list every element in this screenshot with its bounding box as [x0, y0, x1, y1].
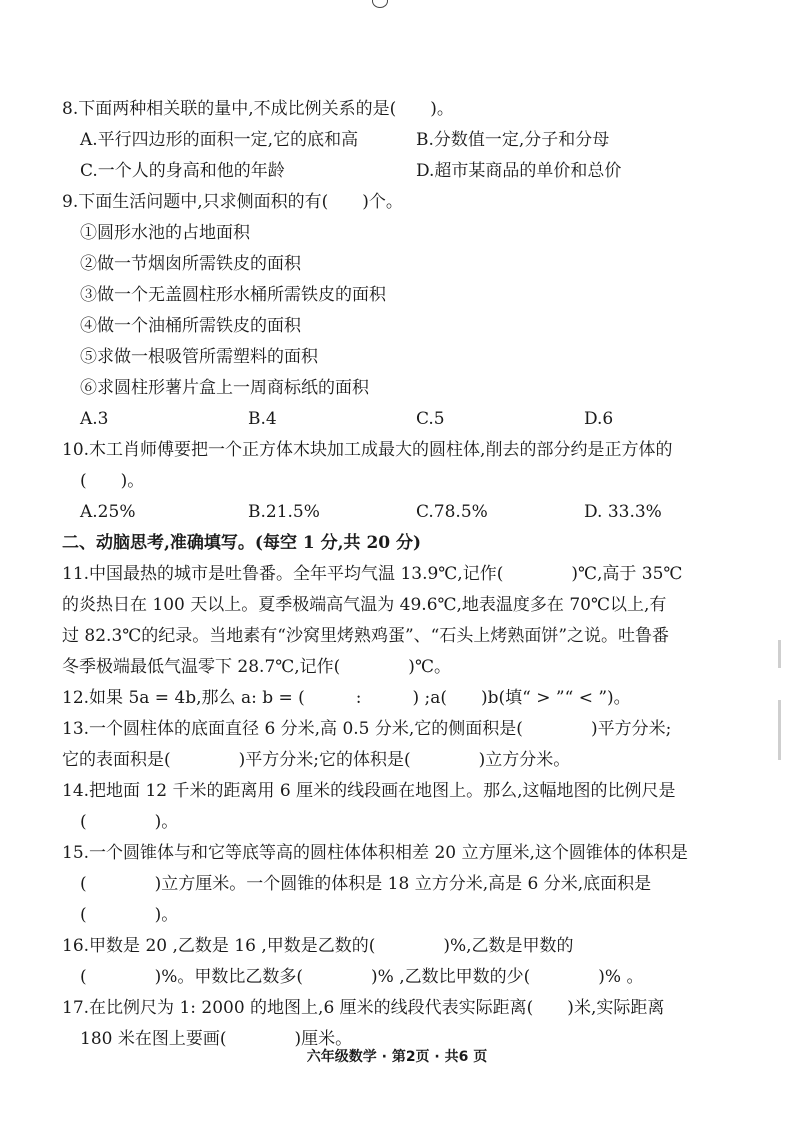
list-item: ③做一个无盖圆柱形水桶所需铁皮的面积	[80, 285, 386, 305]
question-text-line: 的炎热日在 100 天以上。夏季极端高气温为 49.6℃,地表温度多在 70℃以上,有	[62, 595, 667, 615]
section-heading: 二、动脑思考,准确填写。(每空 1 分,共 20 分)	[62, 533, 422, 553]
question-text-line: 13.一个圆柱体的底面直径 6 分米,高 0.5 分米,它的侧面积是( )平方分米;	[62, 719, 672, 739]
question-stem: 8.下面两种相关联的量中,不成比例关系的是( )。	[62, 99, 454, 119]
option-a: A.3	[80, 409, 109, 429]
option-a: A.平行四边形的面积一定,它的底和高	[80, 130, 359, 150]
question-15	[62, 838, 752, 931]
option-b: B.4	[248, 409, 277, 429]
binding-hole-mark	[372, 0, 388, 8]
question-16	[62, 931, 752, 993]
question-text-line: 冬季极端最低气温零下 28.7℃,记作( )℃。	[62, 657, 451, 677]
answer-blank-line: ( )。	[80, 471, 145, 491]
question-12: 12.如果 5a = 4b,那么 a: b = ( : ) ;a( )b(填“ > ”“ < ”)。	[62, 688, 631, 708]
question-text-line: 180 米在图上要画( )厘米。	[80, 1029, 353, 1049]
questions-area	[62, 94, 752, 1055]
list-item: ①圆形水池的占地面积	[80, 223, 250, 243]
question-text-line: 它的表面积是( )平方分米;它的体积是( )立方分米。	[62, 750, 571, 770]
question-13	[62, 714, 752, 776]
answer-blank-line: ( )。	[80, 905, 179, 925]
question-text-line: ( )立方厘米。一个圆锥的体积是 18 立方分米,高是 6 分米,底面积是	[80, 874, 652, 894]
question-text-line: 14.把地面 12 千米的距离用 6 厘米的线段画在地图上。那么,这幅地图的比例尺是	[62, 781, 676, 801]
option-d: D.超市某商品的单价和总价	[416, 161, 622, 181]
option-d: D. 33.3%	[584, 502, 662, 522]
option-c: C.一个人的身高和他的年龄	[80, 161, 285, 181]
question-text-line: 15.一个圆锥体与和它等底等高的圆柱体体积相差 20 立方厘米,这个圆锥体的体积是	[62, 843, 688, 863]
option-a: A.25%	[80, 502, 136, 522]
question-text-line: 17.在比例尺为 1: 2000 的地图上,6 厘米的线段代表实际距离( )米,实际距离	[62, 998, 665, 1018]
option-d: D.6	[584, 409, 614, 429]
list-item: ④做一个油桶所需铁皮的面积	[80, 316, 301, 336]
question-stem: 9.下面生活问题中,只求侧面积的有( )个。	[62, 192, 403, 212]
question-8	[62, 94, 752, 187]
scan-edge-mark	[778, 700, 781, 760]
question-stem: 10.木工肖师傅要把一个正方体木块加工成最大的圆柱体,削去的部分约是正方体的	[62, 440, 673, 460]
list-item: ⑤求做一根吸管所需塑料的面积	[80, 347, 318, 367]
option-b: B.分数值一定,分子和分母	[416, 130, 610, 150]
question-11	[62, 559, 752, 683]
option-c: C.78.5%	[416, 502, 488, 522]
question-9	[62, 187, 752, 435]
question-text-line: 过 82.3℃的纪录。当地素有“沙窝里烤熟鸡蛋”、“石头上烤熟面饼”之说。吐鲁番	[62, 626, 670, 646]
question-text-line: 16.甲数是 20 ,乙数是 16 ,甲数是乙数的( )%,乙数是甲数的	[62, 936, 574, 956]
option-b: B.21.5%	[248, 502, 320, 522]
list-item: ②做一节烟囱所需铁皮的面积	[80, 254, 301, 274]
list-item: ⑥求圆柱形薯片盒上一周商标纸的面积	[80, 378, 369, 398]
scan-edge-mark	[778, 640, 781, 668]
answer-blank-line: ( )。	[80, 812, 179, 832]
option-c: C.5	[416, 409, 445, 429]
question-10	[62, 435, 752, 528]
question-text-line: ( )%。甲数比乙数多( )% ,乙数比甲数的少( )% 。	[80, 967, 644, 987]
question-text-line: 11.中国最热的城市是吐鲁番。全年平均气温 13.9℃,记作( )℃,高于 35℃	[62, 564, 683, 584]
question-14	[62, 776, 752, 838]
page-footer: 六年级数学 · 第2页 · 共6 页	[306, 1049, 488, 1065]
